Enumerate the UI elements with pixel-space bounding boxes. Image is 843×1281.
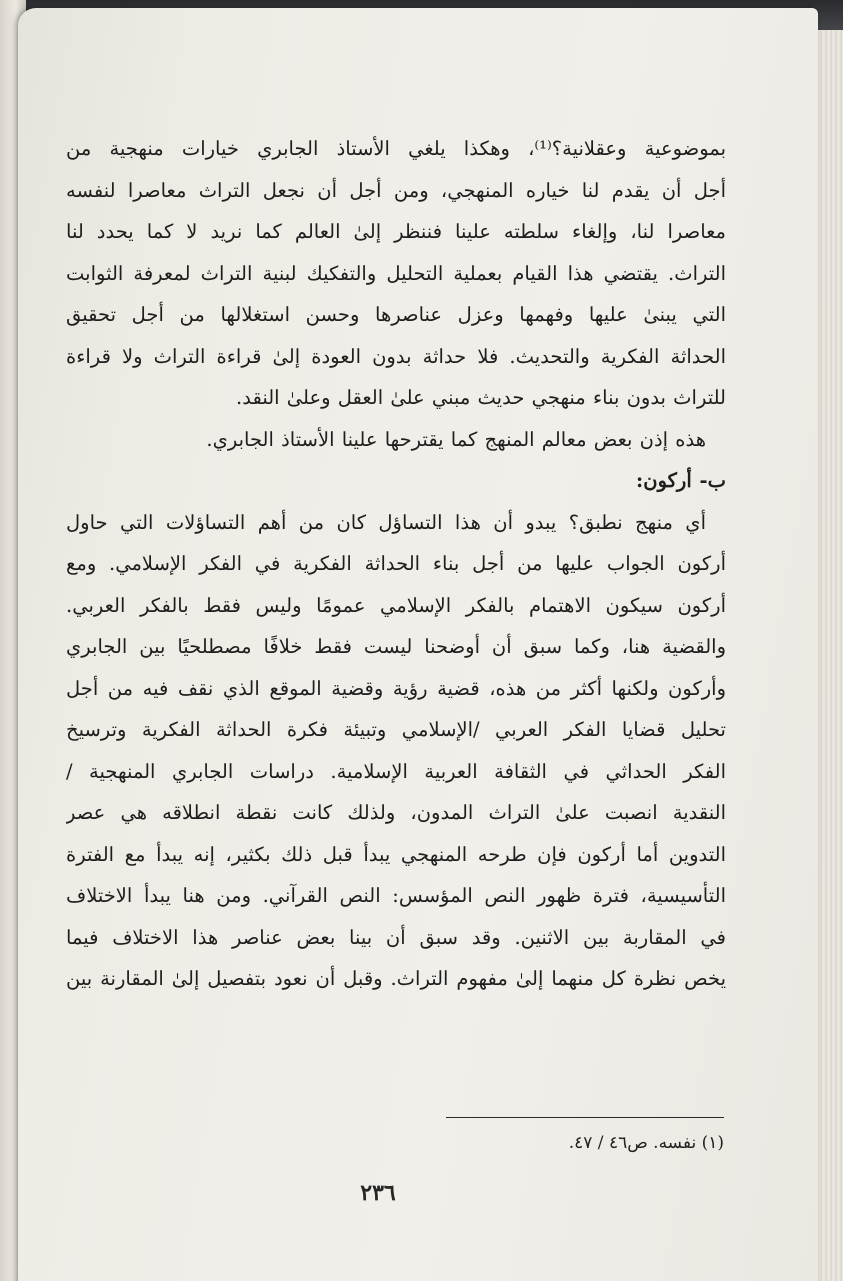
footnote-separator (446, 1117, 724, 1118)
text-line: بموضوعية وعقلانية؟⁽¹⁾، وهكذا يلغي الأستاذ الجابري خيارات منهجية من (66, 137, 726, 160)
text-line: للتراث بدون بناء منهجي حديث مبني علىٰ العقل وعلىٰ النقد. (236, 386, 726, 409)
page-number: ٢٣٦ (360, 1180, 396, 1206)
text-line: التي يبنىٰ عليها وفهمها وعزل عناصرها وحسن استغلالها من أجل تحقيق (66, 303, 726, 326)
text-line: الحداثة الفكرية والتحديث. فلا حداثة بدون العودة إلىٰ قراءة التراث ولا قراءة (66, 344, 726, 368)
text-line: معاصرا لنا، وإلغاء سلطته علينا فننظر إلىٰ العالم كما نريد لا كما يحدد لنا (66, 220, 726, 243)
text-line: أي منهج نطبق؟ يبدو أن هذا التساؤل كان من أهم التساؤلات التي حاول (66, 510, 706, 534)
text-line: هذه إذن بعض معالم المنهج كما يقترحها علينا الأستاذ الجابري. (206, 427, 706, 451)
text-line: الفكر الحداثي في الثقافة العربية الإسلامية. دراسات الجابري المنهجية / (66, 759, 726, 783)
section-heading: ب- أركون: (636, 469, 726, 492)
body-text (66, 128, 726, 1000)
text-line: في المقاربة بين الاثنين. وقد سبق أن بينا بعض عناصر هذا الاختلاف فيما (66, 925, 726, 949)
footnote: (١) نفسه. ص٤٦ / ٤٧. (568, 1133, 724, 1153)
text-line: النقدية انصبت علىٰ التراث المدون، ولذلك كانت نقطة انطلاقه هي عصر (66, 801, 726, 824)
text-line: أركون الجواب عليها من أجل بناء الحداثة الفكرية في الفكر الإسلامي. ومع (66, 552, 726, 575)
text-line: التدوين أما أركون فإن طرحه المنهجي يبدأ قبل ذلك بكثير، إنه يبدأ مع الفترة (66, 842, 726, 866)
text-line: تحليل قضايا الفكر العربي /الإسلامي وتبيئة فكرة الحداثة الفكرية وترسيخ (66, 718, 726, 741)
text-line: التأسيسية، فترة ظهور النص المؤسس: النص القرآني. ومن هنا يبدأ الاختلاف (66, 884, 726, 907)
book-page (18, 8, 818, 1281)
text-line: أركون سيكون الاهتمام بالفكر الإسلامي عمومًا وليس فقط بالفكر العربي. (66, 593, 726, 617)
text-line: التراث. يقتضي هذا القيام بعملية التحليل والتفكيك لبنية التراث لمعرفة الثوابت (66, 261, 726, 285)
text-line: والقضية هنا، وكما سبق أن أوضحنا ليست فقط خلافًا مصطلحيًا بين الجابري (66, 635, 726, 658)
text-line: أجل أن يقدم لنا خياره المنهجي، ومن أجل أن نجعل التراث معاصرا لنفسه (66, 178, 726, 202)
text-line: يخص نظرة كل منهما إلىٰ مفهوم التراث. وقبل أن نعود بتفصيل إلىٰ المقارنة بين (66, 967, 726, 990)
text-line: وأركون ولكنها أكثر من هذه، قضية رؤية وقضية الموقع الذي نقف فيه من أجل (66, 676, 726, 700)
